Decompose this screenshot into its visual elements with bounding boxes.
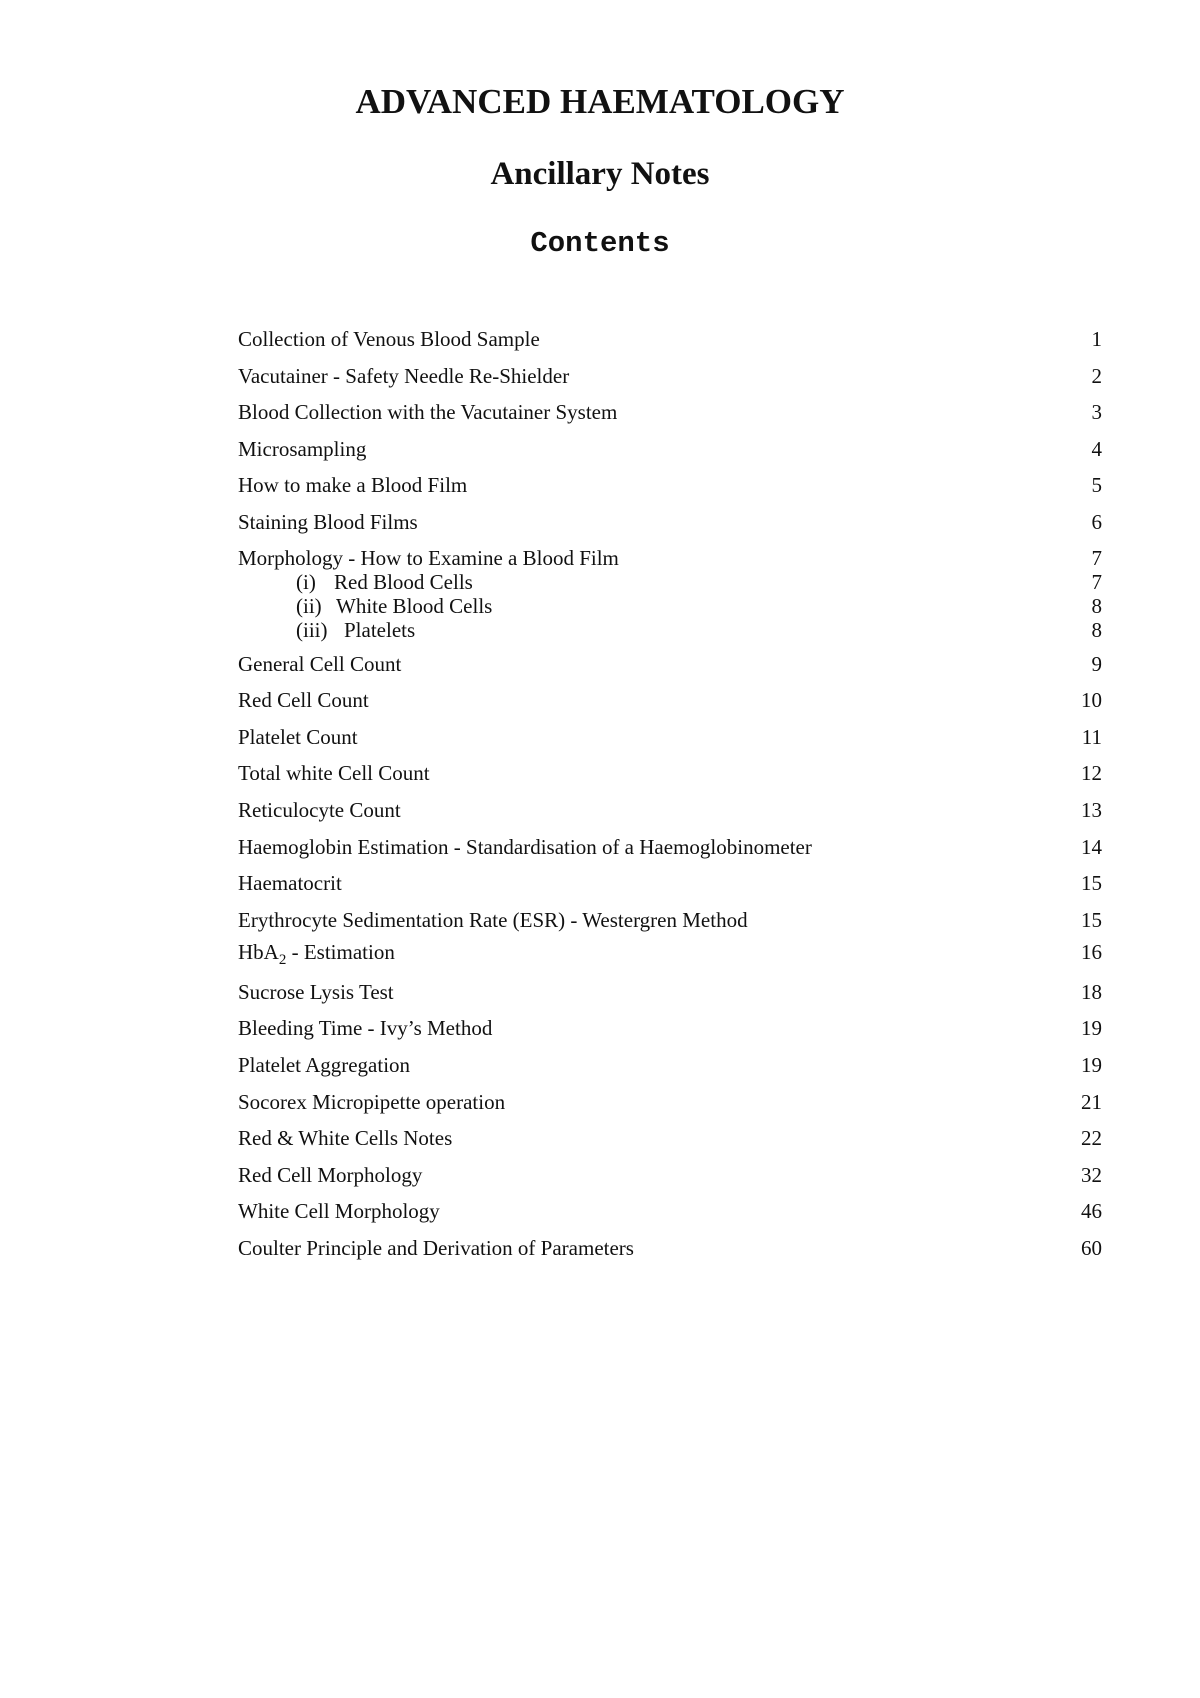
toc-entry-page: 18: [1081, 979, 1102, 1004]
toc-subentry-label: White Blood Cells: [336, 593, 493, 618]
toc-entry: [238, 1125, 1102, 1162]
toc-entry-label: Blood Collection with the Vacutainer System: [238, 400, 618, 425]
toc-entry-label: Platelet Aggregation: [238, 1052, 411, 1077]
toc-subentry-text: [296, 618, 415, 642]
toc-entry-label: Socorex Micropipette operation: [238, 1089, 506, 1114]
toc-entry: [238, 509, 1102, 546]
toc-entry-page: 19: [1081, 1016, 1102, 1041]
toc-entry: [238, 1089, 1102, 1126]
toc-entry-label: Red & White Cells Notes: [238, 1126, 453, 1151]
toc-subentry-label: Platelets: [344, 617, 416, 642]
toc-entry-label: Haemoglobin Estimation - Standardisation of a Haemoglobinometer: [238, 834, 812, 859]
toc-subentry-number: (i): [296, 569, 316, 594]
toc-entry: [238, 546, 1102, 570]
toc-entry: [238, 436, 1102, 473]
toc-entry: [238, 1198, 1102, 1235]
toc-entry-page: 32: [1081, 1162, 1102, 1187]
toc-entry: [238, 399, 1102, 436]
toc-entry-page: 4: [1091, 436, 1102, 461]
toc-subentry-number: (iii): [296, 617, 328, 642]
document-title: ADVANCED HAEMATOLOGY: [355, 82, 845, 121]
toc-entry-page: 22: [1081, 1126, 1102, 1151]
toc-subentry: [238, 570, 1102, 594]
document-subtitle: Ancillary Notes: [490, 156, 710, 192]
toc-entry-page: 16: [1081, 939, 1102, 964]
toc-entry: [238, 1052, 1102, 1089]
toc-entry: [238, 363, 1102, 400]
toc-entry-label: Sucrose Lysis Test: [238, 979, 394, 1004]
toc-entry-label: Red Cell Morphology: [238, 1162, 423, 1187]
toc-entry-label: Red Cell Count: [238, 688, 369, 713]
toc-entry-page: 14: [1081, 834, 1102, 859]
toc-entry-label: Morphology - How to Examine a Blood Film: [238, 545, 619, 570]
toc-entry-label: [238, 939, 395, 973]
toc-entry-label: Bleeding Time - Ivy’s Method: [238, 1016, 493, 1041]
toc-entry-page: 21: [1081, 1089, 1102, 1114]
toc-entry: [238, 979, 1102, 1016]
toc-entry-group: [238, 546, 1102, 642]
toc-entry-label: General Cell Count: [238, 651, 402, 676]
hba-subscript: 2: [278, 951, 287, 968]
toc-entry-label: Coulter Principle and Derivation of Parameters: [238, 1235, 634, 1260]
table-of-contents: [238, 326, 1102, 1271]
toc-entry-page: 1: [1091, 327, 1102, 351]
toc-entry-label: Vacutainer - Safety Needle Re-Shielder: [238, 363, 570, 388]
toc-subentry: [238, 594, 1102, 618]
toc-entry-page: 60: [1081, 1235, 1102, 1260]
toc-subentry-page: 7: [1091, 569, 1102, 594]
toc-entry: [238, 651, 1102, 688]
toc-entry: [238, 724, 1102, 761]
toc-entry: [238, 1015, 1102, 1052]
toc-entry-label: Collection of Venous Blood Sample: [238, 327, 540, 351]
toc-subentry-text: [296, 594, 492, 618]
toc-entry-page: 5: [1091, 473, 1102, 498]
toc-entry-page: 2: [1091, 363, 1102, 388]
toc-entry: [238, 687, 1102, 724]
toc-entry-page: 46: [1081, 1199, 1102, 1224]
toc-entry-page: 3: [1091, 400, 1102, 425]
toc-entry-label: Haematocrit: [238, 871, 342, 896]
toc-subentry-number: (ii): [296, 593, 322, 618]
toc-entry: [238, 760, 1102, 797]
toc-entry-label: How to make a Blood Film: [238, 473, 468, 498]
toc-entry: [238, 1235, 1102, 1272]
toc-entry: [238, 797, 1102, 834]
toc-entry-label: Microsampling: [238, 436, 367, 461]
toc-entry: [238, 1162, 1102, 1199]
toc-entry-label: Erythrocyte Sedimentation Rate (ESR) - Westergren Method: [238, 907, 748, 932]
toc-subentry-label: Red Blood Cells: [334, 569, 473, 594]
toc-entry-page: 12: [1081, 761, 1102, 786]
hba-suffix: - Estimation: [286, 939, 395, 964]
toc-subentry-page: 8: [1091, 593, 1102, 618]
toc-entry-label: Total white Cell Count: [238, 761, 430, 786]
toc-entry-page: 10: [1081, 688, 1102, 713]
toc-entry-page: 6: [1091, 509, 1102, 534]
toc-entry-page: 11: [1081, 724, 1102, 749]
toc-entry: [238, 326, 1102, 363]
hba-prefix: HbA: [238, 939, 279, 964]
toc-entry-page: 13: [1081, 797, 1102, 822]
toc-entry: [238, 870, 1102, 907]
toc-entry-page: 9: [1091, 651, 1102, 676]
toc-subentry-page: 8: [1091, 617, 1102, 642]
toc-entry-label: Reticulocyte Count: [238, 797, 401, 822]
toc-entry: [238, 472, 1102, 509]
toc-entry-page: 15: [1081, 871, 1102, 896]
toc-entry-label: Platelet Count: [238, 724, 358, 749]
toc-entry-page: 7: [1091, 545, 1102, 570]
toc-entry-label: Staining Blood Films: [238, 509, 418, 534]
toc-subentry-text: [296, 570, 473, 594]
toc-entry: [238, 907, 1102, 939]
toc-entry-page: 15: [1081, 907, 1102, 932]
toc-entry-label: White Cell Morphology: [238, 1199, 440, 1224]
toc-subentry: [238, 618, 1102, 642]
toc-entry: [238, 834, 1102, 871]
toc-entry-page: 19: [1081, 1052, 1102, 1077]
contents-heading: Contents: [530, 227, 670, 260]
toc-entry: [238, 939, 1102, 979]
